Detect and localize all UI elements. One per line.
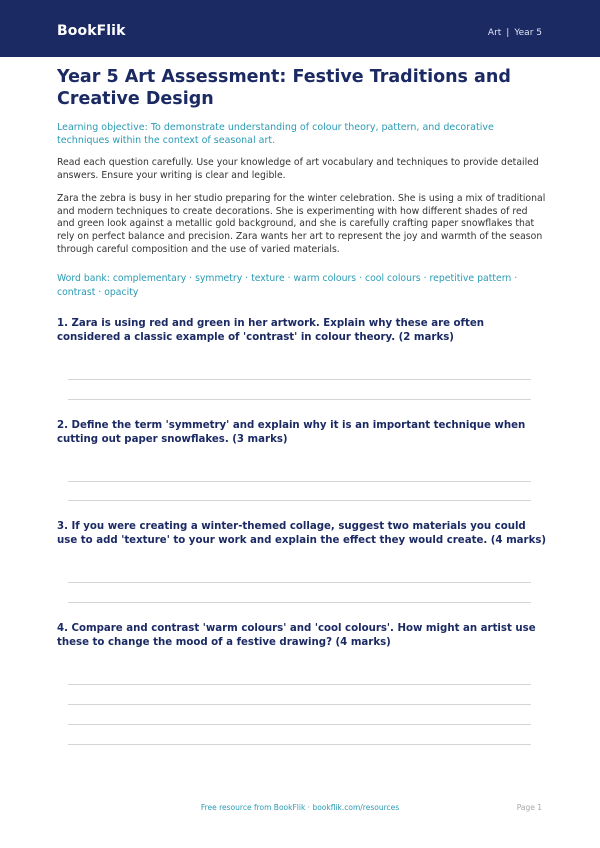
answer-line[interactable]	[68, 724, 531, 725]
answer-line[interactable]	[68, 379, 531, 380]
question-4: 4. Compare and contrast 'warm colours' and 'cool colours'. How might an artist use these to change the mood of a festive drawing? (4 marks)	[57, 623, 536, 649]
answer-line[interactable]	[68, 481, 531, 482]
answer-line[interactable]	[68, 704, 531, 705]
meta-separator: |	[506, 28, 510, 38]
instructions-text: Read each question carefully. Use your knowledge of art vocabulary and techniques to provide detailed answers. Ensure your writing is clear and legible.	[57, 157, 539, 181]
question-2: 2. Define the term 'symmetry' and explain why it is an important technique when cutting out paper snowflakes. (3 marks)	[57, 420, 526, 446]
answer-line[interactable]	[68, 602, 531, 603]
page-title: Year 5 Art Assessment: Festive Traditions and Creative Design	[57, 67, 511, 109]
question-1: 1. Zara is using red and green in her artwork. Explain why these are often considered a classic example of 'contrast' in colour theory. (2 marks)	[57, 318, 485, 344]
question-3: 3. If you were creating a winter-themed collage, suggest two materials you could use to add 'texture' to your work and explain the effect they would create. (4 marks)	[57, 521, 547, 547]
brand-logo: BookFlik	[57, 23, 126, 39]
footer-credit: Free resource from BookFlik · bookflik.com/resources	[200, 803, 400, 812]
answer-line[interactable]	[68, 582, 531, 583]
answer-line[interactable]	[68, 684, 531, 685]
page-header	[0, 0, 600, 57]
answer-line[interactable]	[68, 744, 531, 745]
answer-line[interactable]	[68, 500, 531, 501]
subject-label: Art	[487, 28, 502, 38]
answer-line[interactable]	[68, 399, 531, 400]
word-bank: Word bank: complementary · symmetry · texture · warm colours · cool colours · repetitive pattern · contrast · opacity	[57, 273, 518, 298]
page-number: Page 1	[516, 803, 542, 812]
year-label: Year 5	[514, 28, 542, 38]
header-meta	[488, 28, 542, 38]
story-passage: Zara the zebra is busy in her studio preparing for the winter celebration. She is using a mix of traditional and modern techniques to create decorations. She is experimenting with how different shades of red and green look against a metallic gold background, and she is carefully crafting paper snowflakes that rely on perfect balance and precision. Zara wants her art to represent the joy and warmth of the season through careful composition and the use of varied materials.	[57, 193, 546, 255]
learning-objective: Learning objective: To demonstrate understanding of colour theory, pattern, and decorative techniques within the context of seasonal art.	[57, 122, 494, 146]
